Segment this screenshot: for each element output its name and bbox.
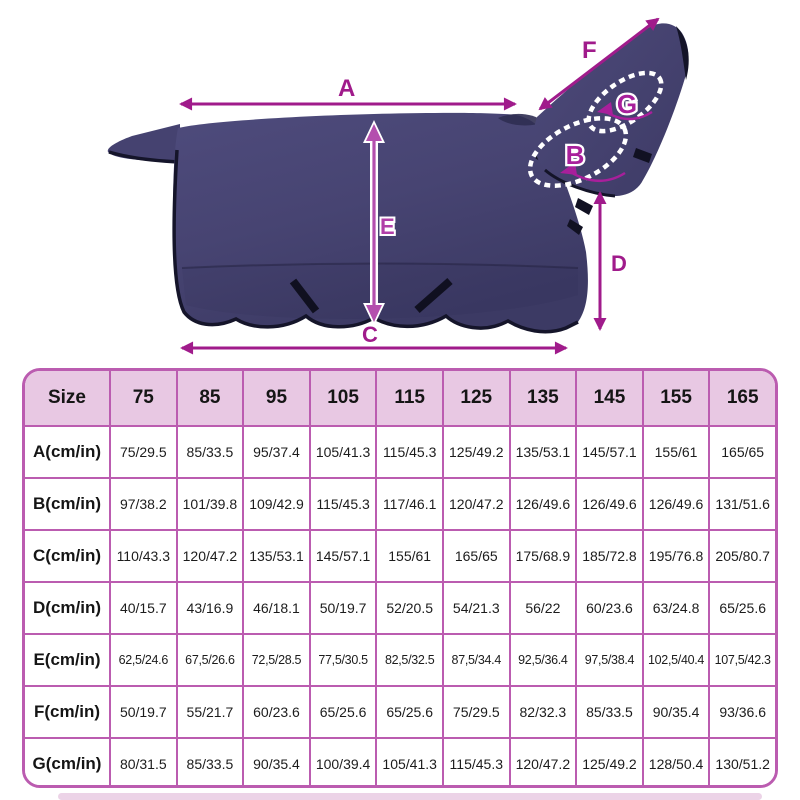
- col-header: 135: [510, 370, 577, 426]
- size-value-cell: 65/25.6: [376, 686, 443, 738]
- size-value-cell: 115/45.3: [310, 478, 377, 530]
- size-value-cell: 72,5/28.5: [243, 634, 310, 686]
- size-value-cell: 50/19.7: [310, 582, 377, 634]
- row-label: E(cm/in): [24, 634, 110, 686]
- label-b: B: [565, 140, 585, 170]
- size-value-cell: 90/35.4: [643, 686, 710, 738]
- table-row: [24, 582, 776, 634]
- col-header: 75: [110, 370, 177, 426]
- size-value-cell: 205/80.7: [709, 530, 776, 582]
- blanket-illustration: [0, 0, 800, 362]
- size-value-cell: 56/22: [510, 582, 577, 634]
- size-value-cell: 165/65: [443, 530, 510, 582]
- size-value-cell: 175/68.9: [510, 530, 577, 582]
- size-value-cell: 145/57.1: [310, 530, 377, 582]
- size-value-cell: 110/43.3: [110, 530, 177, 582]
- size-table-body: [24, 426, 776, 788]
- row-label: F(cm/in): [24, 686, 110, 738]
- size-value-cell: 60/23.6: [576, 582, 643, 634]
- col-header: 105: [310, 370, 377, 426]
- row-label: A(cm/in): [24, 426, 110, 478]
- size-value-cell: 75/29.5: [443, 686, 510, 738]
- size-value-cell: 97/38.2: [110, 478, 177, 530]
- size-value-cell: 145/57.1: [576, 426, 643, 478]
- label-f: F: [582, 37, 597, 64]
- size-value-cell: 75/29.5: [110, 426, 177, 478]
- size-value-cell: 63/24.8: [643, 582, 710, 634]
- col-header: 115: [376, 370, 443, 426]
- table-row: [24, 530, 776, 582]
- size-chart-card: [22, 368, 778, 788]
- size-value-cell: 50/19.7: [110, 686, 177, 738]
- size-value-cell: 43/16.9: [177, 582, 244, 634]
- col-header: 85: [177, 370, 244, 426]
- size-value-cell: 77,5/30.5: [310, 634, 377, 686]
- row-label: G(cm/in): [24, 738, 110, 788]
- size-value-cell: 120/47.2: [510, 738, 577, 788]
- table-row: [24, 634, 776, 686]
- size-value-cell: 135/53.1: [510, 426, 577, 478]
- size-value-cell: 95/37.4: [243, 426, 310, 478]
- size-value-cell: 130/51.2: [709, 738, 776, 788]
- table-row: [24, 426, 776, 478]
- size-value-cell: 125/49.2: [576, 738, 643, 788]
- col-header: 165: [709, 370, 776, 426]
- size-value-cell: 155/61: [376, 530, 443, 582]
- size-value-cell: 54/21.3: [443, 582, 510, 634]
- size-value-cell: 55/21.7: [177, 686, 244, 738]
- size-value-cell: 126/49.6: [576, 478, 643, 530]
- table-row: [24, 738, 776, 788]
- label-e: E: [380, 214, 395, 239]
- label-c: C: [362, 322, 378, 347]
- size-chart-table: [23, 369, 777, 788]
- row-label: D(cm/in): [24, 582, 110, 634]
- table-row: [24, 478, 776, 530]
- size-value-cell: 85/33.5: [576, 686, 643, 738]
- size-value-cell: 117/46.1: [376, 478, 443, 530]
- size-value-cell: 46/18.1: [243, 582, 310, 634]
- size-value-cell: 82/32.3: [510, 686, 577, 738]
- size-value-cell: 195/76.8: [643, 530, 710, 582]
- size-value-cell: 82,5/32.5: [376, 634, 443, 686]
- col-header: 145: [576, 370, 643, 426]
- col-header: 125: [443, 370, 510, 426]
- col-header: 155: [643, 370, 710, 426]
- size-value-cell: 92,5/36.4: [510, 634, 577, 686]
- size-value-cell: 135/53.1: [243, 530, 310, 582]
- size-value-cell: 85/33.5: [177, 738, 244, 788]
- size-value-cell: 65/25.6: [310, 686, 377, 738]
- size-value-cell: 97,5/38.4: [576, 634, 643, 686]
- size-value-cell: 62,5/24.6: [110, 634, 177, 686]
- size-value-cell: 101/39.8: [177, 478, 244, 530]
- size-value-cell: 40/15.7: [110, 582, 177, 634]
- row-label: B(cm/in): [24, 478, 110, 530]
- size-value-cell: 109/42.9: [243, 478, 310, 530]
- size-value-cell: 125/49.2: [443, 426, 510, 478]
- label-d: D: [611, 251, 627, 276]
- table-row: [24, 686, 776, 738]
- size-value-cell: 87,5/34.4: [443, 634, 510, 686]
- chest-tab-2: [575, 198, 593, 215]
- size-value-cell: 67,5/26.6: [177, 634, 244, 686]
- size-value-cell: 80/31.5: [110, 738, 177, 788]
- size-value-cell: 107,5/42.3: [709, 634, 776, 686]
- row-label: C(cm/in): [24, 530, 110, 582]
- size-value-cell: 105/41.3: [310, 426, 377, 478]
- header-row: [24, 370, 776, 426]
- size-value-cell: 105/41.3: [376, 738, 443, 788]
- size-value-cell: 131/51.6: [709, 478, 776, 530]
- col-header: 95: [243, 370, 310, 426]
- col-header-size: Size: [24, 370, 110, 426]
- size-value-cell: 126/49.6: [643, 478, 710, 530]
- size-value-cell: 65/25.6: [709, 582, 776, 634]
- size-value-cell: 120/47.2: [177, 530, 244, 582]
- size-value-cell: 102,5/40.4: [643, 634, 710, 686]
- size-value-cell: 165/65: [709, 426, 776, 478]
- size-value-cell: 93/36.6: [709, 686, 776, 738]
- size-value-cell: 90/35.4: [243, 738, 310, 788]
- size-value-cell: 128/50.4: [643, 738, 710, 788]
- size-value-cell: 85/33.5: [177, 426, 244, 478]
- size-value-cell: 52/20.5: [376, 582, 443, 634]
- label-g: G: [616, 89, 638, 119]
- size-value-cell: 155/61: [643, 426, 710, 478]
- size-value-cell: 60/23.6: [243, 686, 310, 738]
- label-a: A: [338, 75, 356, 102]
- size-value-cell: 115/45.3: [443, 738, 510, 788]
- size-value-cell: 100/39.4: [310, 738, 377, 788]
- size-value-cell: 185/72.8: [576, 530, 643, 582]
- size-value-cell: 120/47.2: [443, 478, 510, 530]
- bottom-accent-strip: [58, 793, 762, 800]
- size-value-cell: 115/45.3: [376, 426, 443, 478]
- size-value-cell: 126/49.6: [510, 478, 577, 530]
